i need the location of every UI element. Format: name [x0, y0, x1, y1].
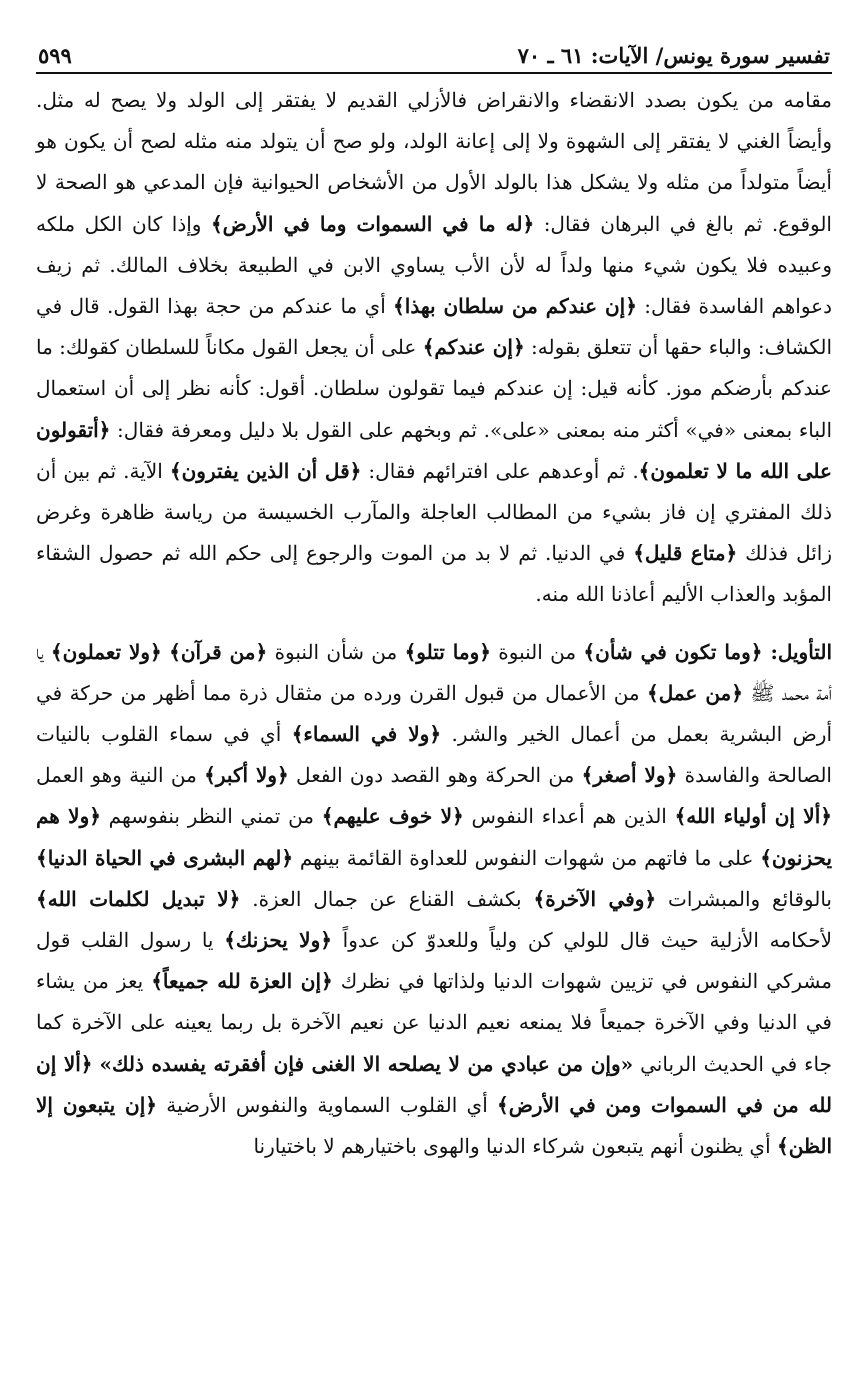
quran-quote: ﴿ألا إن لله من في السموات ومن في الأرض﴾ [36, 1051, 833, 1117]
quran-quote: ﴿ولا أصغر﴾ [581, 763, 678, 788]
quran-quote: «وإن من عبادي من لا يصلحه الا الغنى فإن أفقرته يفسده ذلك» [99, 1051, 634, 1076]
page-number: ٥٩٩ [38, 43, 72, 68]
quran-quote: ﴿وما تتلو﴾ [404, 639, 491, 664]
quran-quote: ﴿لهم البشرى في الحياة الدنيا﴾ [36, 845, 294, 870]
text-segment: على ما فاتهم من شهوات النفوس للعداوة القائمة بينهم [293, 845, 761, 870]
quran-quote: ﴿ولا يحزنك﴾ [224, 928, 332, 953]
text-segment: من الأعمال من قبول القرن ورده من مثقال ذرة مما أظهر من حركة في أرض البشرية بعمل من أعمال الخير والشر. [36, 680, 833, 747]
running-title: تفسير سورة يونس/ الآيات: ٦١ ـ ٧٠ [517, 43, 830, 68]
text-segment: . ثم أوعدهم على افترائهم فقال: [361, 458, 639, 483]
text-segment: على أن يجعل القول مكاناً للسلطان كقولك: ما عندكم بأرضكم موز. كأنه قيل: إن عندكم فيما تقولون سلطان. أقول: كأنه نظر إلى أن استعمال الباء بمعنى «في» أكثر منه بمعنى «على». ثم وبخهم على القول بلا دليل ومعرفة فقال: [36, 335, 832, 442]
quran-quote: ﴿إن يتبعون إلا الظن﴾ [36, 1092, 832, 1159]
quran-quote: ﴿ولا هم يحزنون﴾ [36, 804, 833, 870]
paragraph [36, 632, 832, 1168]
text-segment: في الدنيا. ثم لا بد من الموت والرجوع إلى حكم الله ثم حصول الشقاء المؤبد والعذاب الأليم أعاذنا الله منه. [36, 541, 832, 607]
quran-quote: ﴿ولا تعملون﴾ [50, 639, 162, 664]
page [36, 30, 832, 1167]
quran-quote: ﴿متاع قليل﴾ [633, 541, 738, 566]
text-segment [162, 640, 169, 664]
text-segment: أي القلوب السماوية والنفوس الأرضية [156, 1092, 498, 1117]
text-segment: أي في سماء القلوب بالنيات الصالحة والفاسدة [36, 722, 832, 788]
text-segment: بالوقائع والمبشرات [656, 886, 832, 911]
text-segment: من الحركة وهو القصد دون الفعل [288, 763, 582, 788]
quran-quote: ﴿له ما في السموات وما في الأرض﴾ [210, 211, 535, 236]
quran-quote: ﴿ولا في السماء﴾ [291, 722, 442, 747]
quran-quote: ﴿قل أن الذين يفترون﴾ [169, 458, 362, 483]
text-segment: من النية وهو العمل [36, 763, 205, 788]
body-text [36, 80, 832, 1167]
quran-quote: ﴿وفي الآخرة﴾ [533, 886, 657, 911]
paragraph [36, 80, 832, 616]
text-segment: من تمني النظر بنفوسهم [100, 804, 322, 829]
quran-quote: ﴿إن عندكم﴾ [422, 335, 525, 360]
text-segment: وإذا كان الكل ملكه وعبيده فلا يكون شيء منها ولداً له لأن الأب يساوي الابن في الطبيعة بخلاف المالك. ثم زيف دعواهم الفاسدة فقال: [36, 211, 832, 319]
quran-quote: ﴿وما تكون في شأن﴾ [583, 639, 763, 664]
quran-quote: ﴿لا خوف عليهم﴾ [321, 804, 464, 829]
text-segment: أي يظنون أنهم يتبعون شركاء الدنيا والهوى باختيارهم لا باختيارنا [253, 1134, 777, 1159]
quran-quote: ﴿ألا إن أولياء الله﴾ [674, 804, 832, 829]
text-segment: يعز من يشاء في الدنيا وفي الآخرة جميعاً فلا يمنعه نعيم الدنيا عن نعيم الآخرة بل ربما يعينه على الآخرة كما جاء في الحديث الرباني [36, 969, 832, 1076]
text-segment: أي ما عندكم من حجة بهذا القول. قال في الكشاف: والباء حقها أن تتعلق بقوله: [36, 294, 833, 360]
text-segment: يا رسول القلب قول مشركي النفوس في تزيين شهوات الدنيا ولذاتها في نظرك [36, 928, 833, 994]
text-segment: الذين هم أعداء النفوس [463, 804, 675, 829]
text-segment: من النبوة [490, 639, 584, 664]
running-header [36, 30, 832, 72]
text-segment [93, 1052, 100, 1076]
quran-quote: ﴿إن العزة لله جميعاً﴾ [151, 969, 333, 994]
text-segment: من شأن النبوة [267, 639, 405, 664]
text-segment: مقامه من يكون بصدد الانقضاء والانقراض فالأزلي القديم لا يفتقر إلى الولد ولا يصح له مثل. وأيضاً الغني لا يفتقر إلى الشهوة ولا إلى إعانة الولد، ولو صح أن يتولد منه مثله لصح أن يكون هو أيضاً متولداً من مثله ولا يشكل هذا بالولد الأول من الأشخاص الحيوانية فإن المدعي هو الصحة لا الوقوع. ثم بالغ في البرهان فقال: [36, 88, 832, 236]
text-segment: يا أمة محمد ﷺ [36, 639, 832, 705]
quran-quote: ﴿من عمل﴾ [647, 680, 743, 705]
header-rule [36, 72, 832, 74]
quran-quote: التأويل: [762, 639, 832, 664]
text-segment: الآية. ثم بين أن ذلك المفتري إن فاز بشيء من المطالب العاجلة والمآرب الخسيسة من رياسة ظاهرة وغرض زائل فذلك [36, 458, 833, 566]
text-segment: لأحكامه الأزلية حيث قال للولي كن ولياً وللعدوّ كن عدواً [331, 928, 833, 953]
quran-quote: ﴿ولا أكبر﴾ [204, 763, 289, 788]
quran-quote: ﴿لا تبديل لكلمات الله﴾ [36, 886, 241, 911]
quran-quote: ﴿إن عندكم من سلطان بهذا﴾ [393, 294, 637, 319]
quran-quote: ﴿أتقولون على الله ما لا تعلمون﴾ [36, 417, 832, 483]
quran-quote: ﴿من قرآن﴾ [169, 639, 268, 664]
text-segment: بكشف القناع عن جمال العزة. [240, 886, 534, 911]
